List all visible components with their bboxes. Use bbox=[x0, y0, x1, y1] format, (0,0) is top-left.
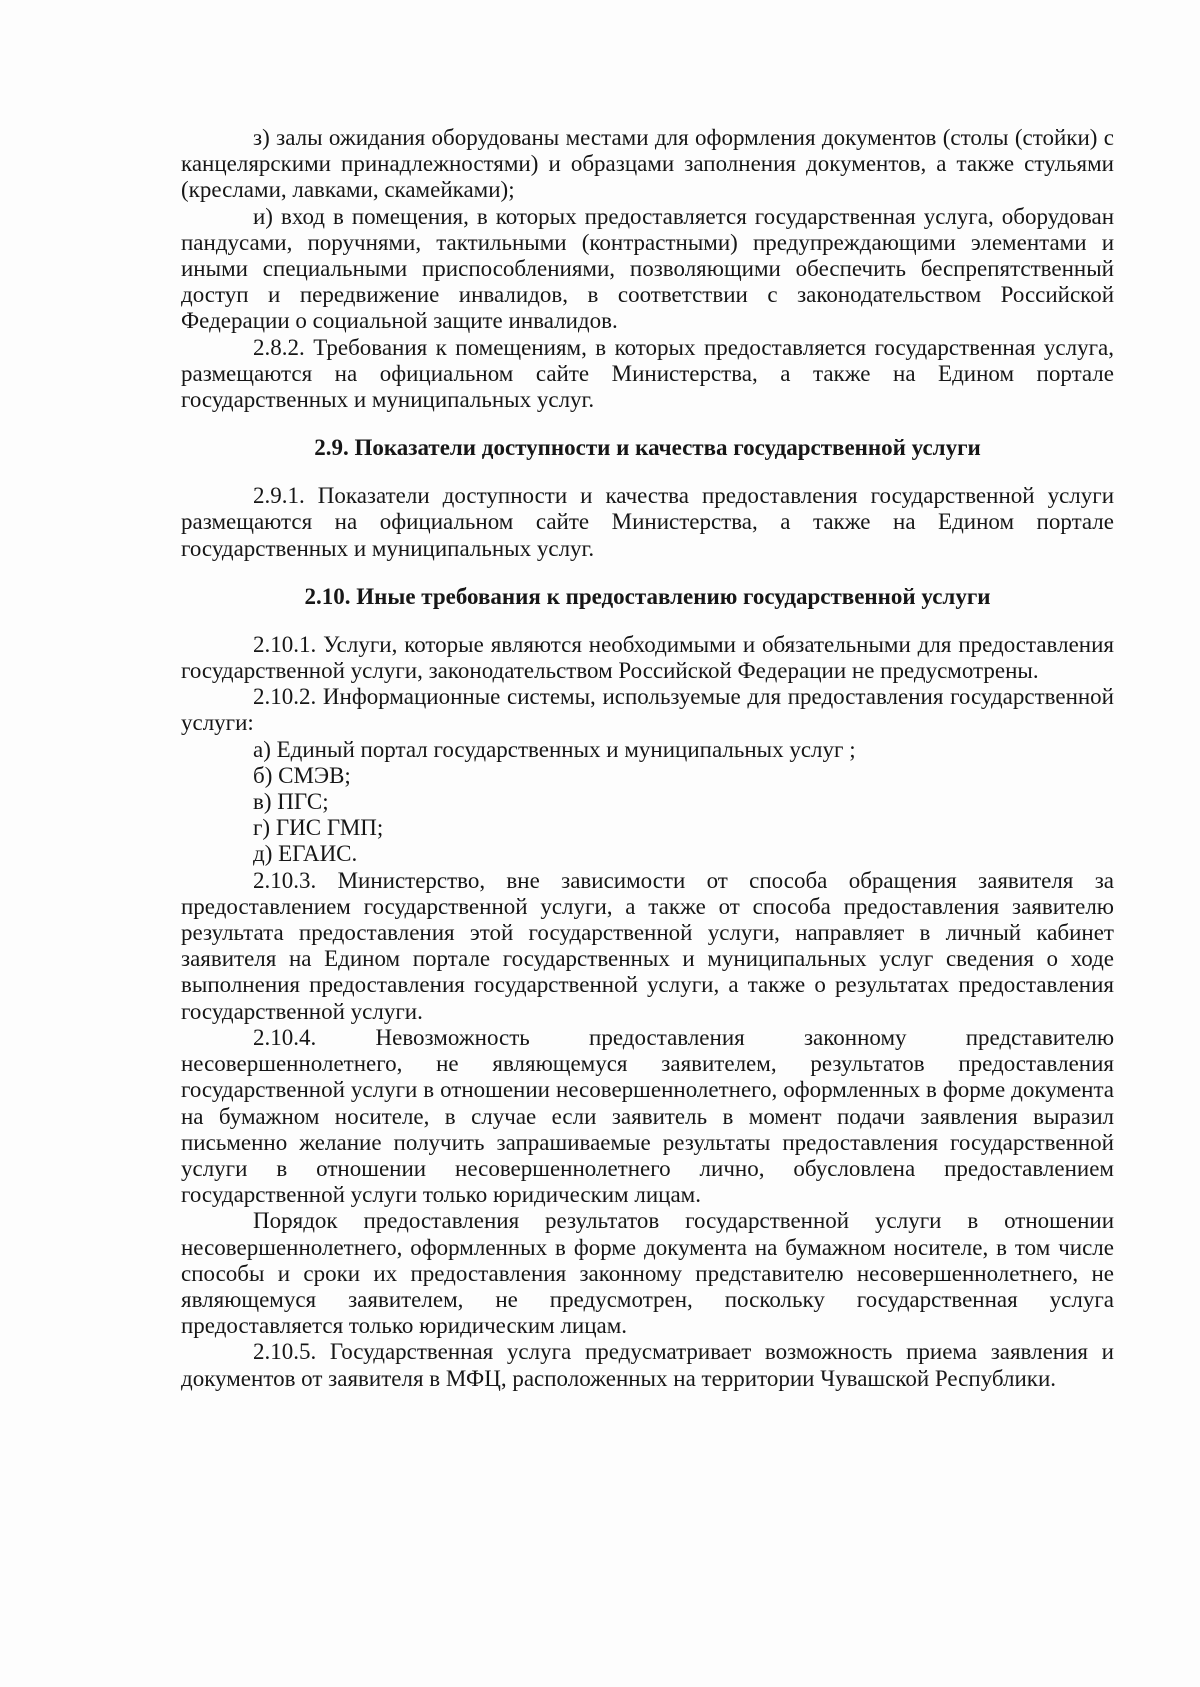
paragraph-2-10-3: 2.10.3. Министерство, вне зависимости от способа обращения заявителя за предоставлением государственной услуги, а также от способа предоставления заявителю результата предоставления этой государственной услуги, направляет в личный кабинет заявителя на Едином портале государственных и муниципальных услуг сведения о ходе выполнения предоставления государственной услуги, а также о результатах предоставления государственной услуги. bbox=[181, 867, 1114, 1024]
paragraph-waiting-halls: з) залы ожидания оборудованы местами для оформления документов (столы (стойки) с канцелярскими принадлежностями) и образцами заполнения документов, а также стульями (креслами, лавками, скамейками); bbox=[181, 125, 1114, 203]
paragraph-2-9-1: 2.9.1. Показатели доступности и качества предоставления государственной услуги размещаются на официальном сайте Министерства, а также на Едином портале государственных и муниципальных услуг. bbox=[181, 483, 1114, 561]
spacer bbox=[181, 413, 1114, 435]
paragraph-2-10-4: 2.10.4. Невозможность предоставления законному представителю несовершеннолетнего, не являющемуся заявителем, результатов предоставления государственной услуги в отношении несовершеннолетнего, оформленных в форме документа на бумажном носителе, в случае если заявитель в момент подачи заявления выразил письменно желание получить запрашиваемые результаты предоставления государственной услуги в отношении несовершеннолетнего лично, обусловлена предоставлением государственной услуги только юридическим лицам. bbox=[181, 1024, 1114, 1208]
document-body bbox=[181, 125, 1114, 1392]
list-item: а) Единый портал государственных и муниципальных услуг ; bbox=[253, 736, 856, 762]
list-item: б) СМЭВ; bbox=[253, 762, 351, 788]
section-heading-2-9: 2.9. Показатели доступности и качества государственной услуги bbox=[314, 435, 981, 461]
paragraph-entrance-accessibility: и) вход в помещения, в которых предоставляется государственная услуга, оборудован пандусами, поручнями, тактильными (контрастными) предупреждающими элементами и иными специальными приспособлениями, позволяющими обеспечить беспрепятственный доступ и передвижение инвалидов, в соответствии с законодательством Российской Федерации о социальной защите инвалидов. bbox=[181, 203, 1114, 334]
spacer bbox=[181, 461, 1114, 483]
list-item: д) ЕГАИС. bbox=[253, 841, 358, 867]
list-item: в) ПГС; bbox=[253, 789, 329, 815]
list-item: г) ГИС ГМП; bbox=[253, 815, 384, 841]
paragraph-2-10-2: 2.10.2. Информационные системы, используемые для предоставления государственной услуги: bbox=[181, 684, 1114, 736]
paragraph-2-10-1: 2.10.1. Услуги, которые являются необходимыми и обязательными для предоставления государственной услуги, законодательством Российской Федерации не предусмотрены. bbox=[181, 631, 1114, 684]
spacer bbox=[181, 610, 1114, 632]
paragraph-procedure: Порядок предоставления результатов государственной услуги в отношении несовершеннолетнего, оформленных в форме документа на бумажном носителе, в том числе способы и сроки их предоставления законному представителю несовершеннолетнего, не являющемуся заявителем, не предусмотрен, поскольку государственная услуга предоставляется только юридическим лицам. bbox=[181, 1208, 1114, 1339]
spacer bbox=[181, 562, 1114, 584]
section-heading-2-10: 2.10. Иные требования к предоставлению государственной услуги bbox=[304, 583, 991, 609]
paragraph-2-10-5: 2.10.5. Государственная услуга предусматривает возможность приема заявления и документов от заявителя в МФЦ, расположенных на территории Чувашской Республики. bbox=[181, 1339, 1114, 1391]
paragraph-2-8-2: 2.8.2. Требования к помещениям, в которых предоставляется государственная услуга, размещаются на официальном сайте Министерства, а также на Едином портале государственных и муниципальных услуг. bbox=[181, 334, 1114, 413]
